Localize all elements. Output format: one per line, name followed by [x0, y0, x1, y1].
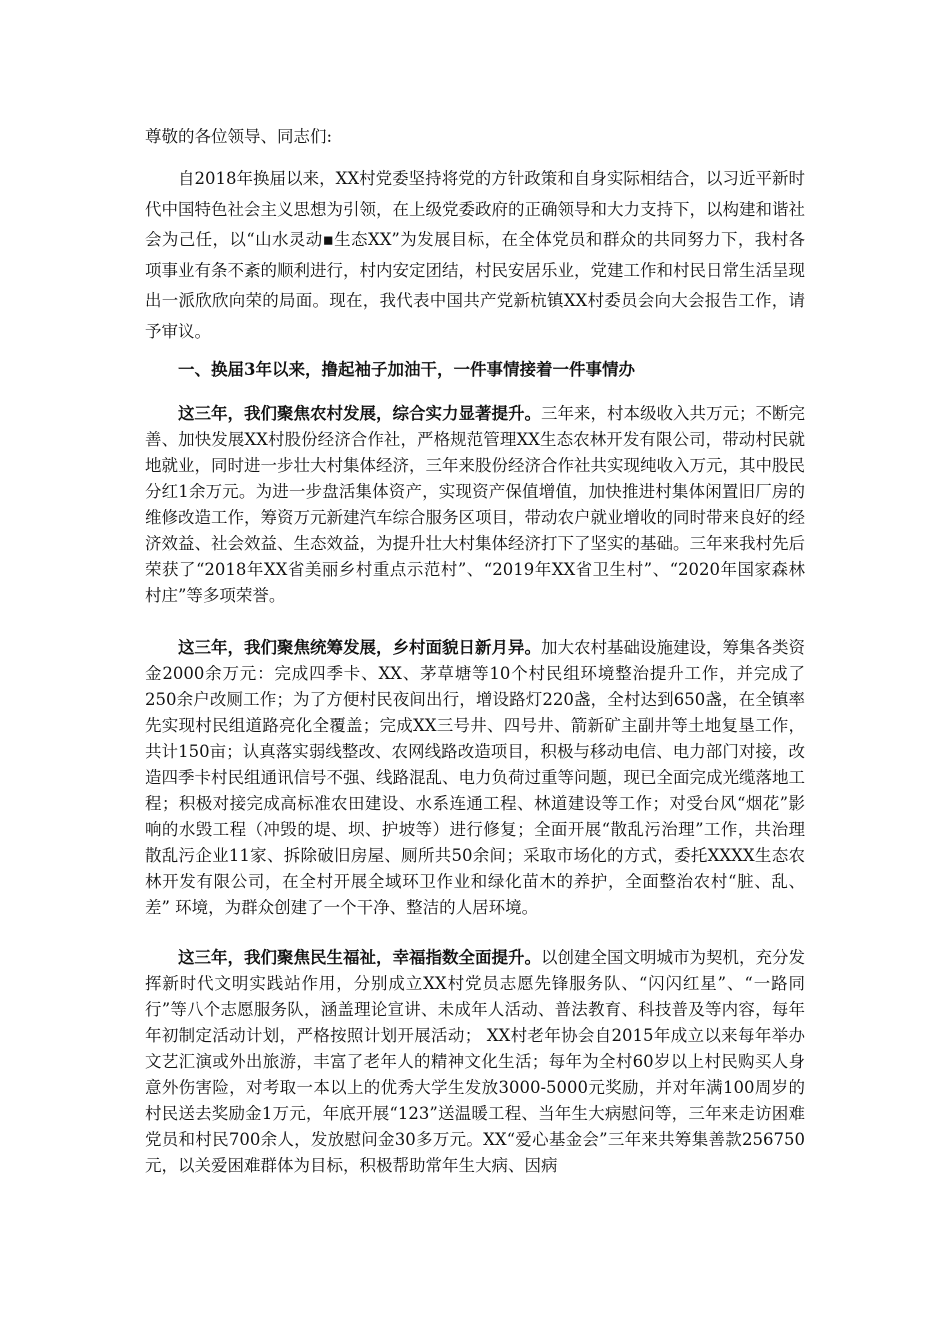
intro-paragraph: 自2018年换届以来，XX村党委坚持将党的方针政策和自身实际相结合，以习近平新时代中国特色社会主义思想为引领，在上级党委政府的正确领导和大力支持下，以构建和谐社会为己任，以“山水灵动▪生态XX”为发展目标，在全体党员和群众的共同努力下，我村各项事业有条不紊的顺利进行，村内安定团结，村民安居乐业，党建工作和村民日常生活呈现出一派欣欣向荣的局面。现在，我代表中国共产党新杭镇XX村委员会向大会报告工作，请予审议。: [145, 169, 805, 341]
document-body: [145, 124, 805, 1179]
paragraph-body: 加大农村基础设施建设，筹集各类资金2000余万元：完成四季卡、XX、茅草塘等10个村民组环境整治提升工作，并完成了250余户改厕工作；为了方便村民夜间出行，增设路灯220盏，全村达到650盏，在全镇率先实现村民组道路亮化全覆盖；完成XX三号井、四号井、箭新矿主副井等土地复垦工作，共计150亩；认真落实弱线整改、农网线路改造项目，积极与移动电信、电力部门对接，改造四季卡村民组通讯信号不强、线路混乱、电力负荷过重等问题，现已全面完成光缆落地工程；积极对接完成高标准农田建设、水系连通工程、林道建设等工作；对受台风“烟花”影响的水毁工程（冲毁的堤、坝、护坡等）进行修复；全面开展“散乱污治理”工作，共治理散乱污企业11家、拆除破旧房屋、厕所共50余间；采取市场化的方式，委托XXXX生态农林开发有限公司，在全村开展全域环卫作业和绿化苗木的养护，全面整治农村“脏、乱、差” 环境，为群众创建了一个干净、整洁的人居环境。: [145, 638, 805, 917]
paragraph-lead: 这三年，我们聚焦民生福祉，幸福指数全面提升。: [178, 948, 541, 967]
salutation: 尊敬的各位领导、同志们:: [145, 127, 333, 146]
paragraph-body: 以创建全国文明城市为契机，充分发挥新时代文明实践站作用，分别成立XX村党员志愿先锋服务队、“闪闪红星”、“一路同行”等八个志愿服务队，涵盖理论宣讲、未成年人活动、普法教育、科技普及等内容，每年年初制定活动计划，严格按照计划开展活动； XX村老年协会自2015年成立以来每年举办文艺汇演或外出旅游，丰富了老年人的精神文化生活；每年为全村60岁以上村民购买人身意外伤害险，对考取一本以上的优秀大学生发放3000-5000元奖励，并对年满100周岁的村民送去奖励金1万元，年底开展“123”送温暖工程、当年生大病慰问等，三年来走访困难党员和村民700余人，发放慰问金30多万元。XX“爱心基金会”三年来共筹集善款256750元，以关爱困难群体为目标，积极帮助常年生大病、因病: [145, 948, 805, 1175]
section-heading: 一、换届3年以来，撸起袖子加油干，一件事情接着一件事情办: [178, 360, 635, 379]
paragraph-rural-development: [145, 401, 805, 609]
paragraph-lead: 这三年，我们聚焦农村发展，综合实力显著提升。: [178, 404, 541, 423]
paragraph-livelihood: [145, 945, 805, 1179]
paragraph-lead: 这三年，我们聚焦统筹发展，乡村面貌日新月异。: [178, 638, 541, 657]
paragraph-body: 三年来，村本级收入共万元；不断完善、加快发展XX村股份经济合作社，严格规范管理XX生态农林开发有限公司，带动村民就地就业，同时进一步壮大村集体经济，三年来股份经济合作社共实现纯收入万元，其中股民分红1余万元。为进一步盘活集体资产，实现资产保值增值，加快推进村集体闲置旧厂房的维修改造工作，筹资万元新建汽车综合服务区项目，带动农户就业增收的同时带来良好的经济效益、社会效益、生态效益，为提升壮大村集体经济打下了坚实的基础。三年来我村先后荣获了“2018年XX省美丽乡村重点示范村”、“2019年XX省卫生村”、“2020年国家森林村庄”等多项荣誉。: [145, 404, 805, 605]
paragraph-coordinated-development: [145, 635, 805, 921]
